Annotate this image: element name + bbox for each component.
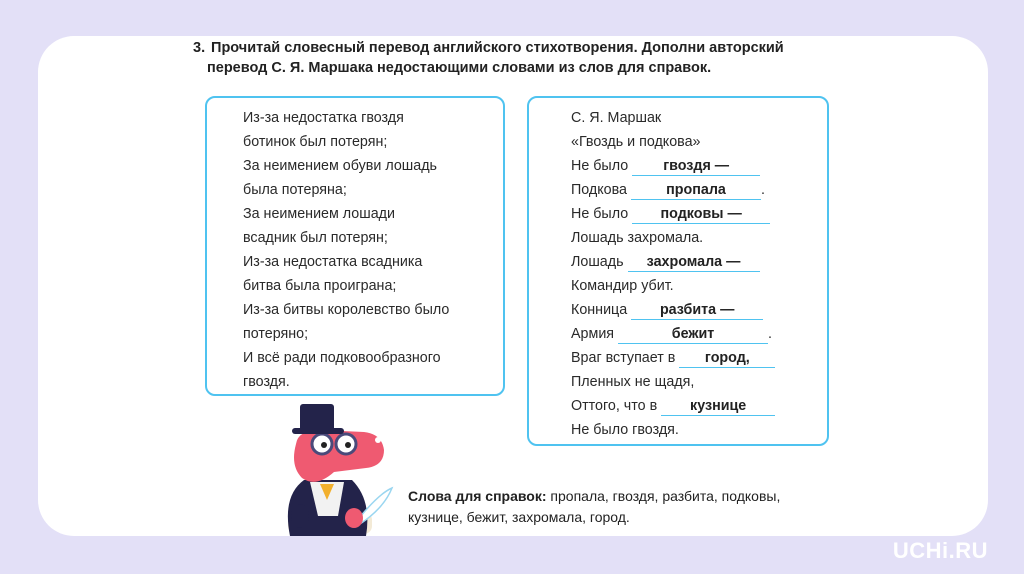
poem-title: «Гвоздь и подкова» [571,134,701,150]
top-hat [300,404,334,432]
uchi-logo: UCHi.RU [892,538,988,563]
fill-in-answer[interactable]: гвоздя — [632,157,760,176]
fill-in-answer[interactable]: подковы — [632,205,770,224]
dinosaur-mascot-illustration [260,404,410,536]
poem-line: И всё ради подковообразного [243,350,441,366]
poem-line: потеряно; [243,326,309,342]
literal-translation-box [205,96,505,396]
mascot-arm [291,504,309,528]
poem-author: С. Я. Маршак [571,110,662,126]
nostril [375,437,381,443]
task-instruction [193,38,893,78]
poem-line: была потеряна; [243,182,347,198]
poem-line: Из-за битвы королевство было [243,302,450,318]
worksheet-card [38,36,988,536]
eye-right [345,442,351,448]
eye-left [321,442,327,448]
fill-in-answer[interactable]: разбита — [631,301,763,320]
reference-words [408,486,780,528]
fill-in-answer[interactable]: захромала — [628,253,760,272]
poem-line: Подкова пропала . [571,182,765,198]
hat-brim [292,428,344,434]
mascot-hand [345,508,363,528]
fill-in-answer[interactable]: город, [679,349,775,368]
marshak-poem [571,106,775,442]
poem-line: всадник был потерян; [243,230,388,246]
task-number: 3. [193,40,206,56]
task-line-2: перевод С. Я. Маршака недостающими словами из слов для справок. [207,60,712,76]
poem-line: битва была проиграна; [243,278,397,294]
poem-line: Не было гвоздя. [571,422,679,438]
poem-line: Враг вступает в город, [571,346,775,370]
poem-line: Не было подковы — [571,202,775,226]
poem-line: гвоздя. [243,374,290,390]
reference-label: Слова для справок: [408,488,547,504]
poem-line: Лошадь захромала — [571,250,775,274]
poem-line: Из-за недостатка гвоздя [243,110,404,126]
fill-in-answer[interactable]: кузнице [661,397,775,416]
reference-line-1: пропала, гвоздя, разбита, подковы, [550,488,781,504]
poem-line: Армия бежит . [571,326,773,342]
poem-line: Пленных не щадя, [571,374,695,390]
marshak-translation-box [527,96,829,446]
poem-line: Из-за недостатка всадника [243,254,423,270]
fill-in-answer[interactable]: бежит [618,325,768,344]
poem-line: За неимением лошади [243,206,396,222]
fill-in-answer[interactable]: пропала [631,181,761,200]
poem-line: Командир убит. [571,278,674,294]
task-line-1: Прочитай словесный перевод английского стихотворения. Дополни авторский [211,40,784,56]
literal-translation-text [243,106,449,394]
poem-line: Оттого, что в кузнице [571,394,775,418]
poem-line: Конница разбита — [571,298,775,322]
poem-line: ботинок был потерян; [243,134,388,150]
poem-line: Лошадь захромала. [571,230,704,246]
poem-line: За неимением обуви лошадь [243,158,437,174]
poem-line: Не было гвоздя — [571,154,775,178]
reference-line-2: кузнице, бежит, захромала, город. [408,509,630,525]
